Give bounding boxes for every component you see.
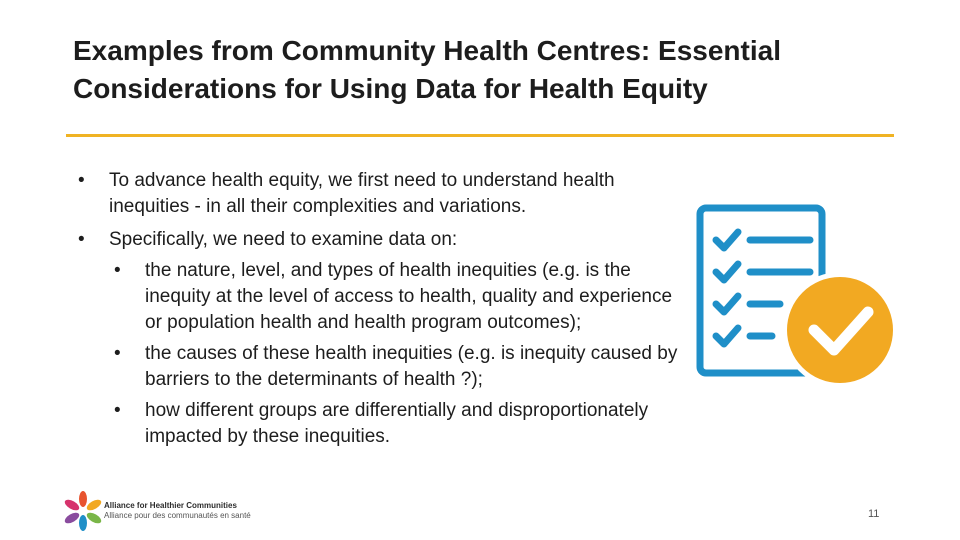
bullet-text: To advance health equity, we first need to understand health inequities - in all their complexities and variations. <box>109 170 615 217</box>
alliance-logo-icon <box>64 491 102 531</box>
checklist-illustration <box>692 200 907 395</box>
organization-logo <box>64 491 264 531</box>
bullet-marker: • <box>114 343 121 364</box>
bullet-marker: • <box>114 400 121 421</box>
slide-title: Examples from Community Health Centres: Essential Considerations for Using Data for Health Equity <box>73 35 781 104</box>
bullet-marker: • <box>78 170 85 191</box>
bullet-marker: • <box>114 260 121 281</box>
checklist-icon <box>692 200 907 395</box>
logo-text <box>104 501 251 521</box>
page-number: 11 <box>868 508 880 520</box>
sub-bullet-item <box>114 258 678 336</box>
sub-bullet-item <box>114 398 678 450</box>
title-divider <box>66 134 894 137</box>
logo-name-fr: Alliance pour des communautés en santé <box>104 511 251 520</box>
bullet-text: the nature, level, and types of health inequities (e.g. is the inequity at the level of access to health, quality and experience or population health and health program outcomes); <box>145 260 673 333</box>
sub-bullet-item <box>114 341 678 393</box>
bullet-text: the causes of these health inequities (e.g. is inequity caused by barriers to the determinants of health ?); <box>145 343 678 390</box>
bullet-item <box>78 227 678 253</box>
bullet-text: how different groups are differentially and disproportionately impacted by these inequities. <box>145 400 649 447</box>
bullet-text: Specifically, we need to examine data on: <box>109 229 458 250</box>
bullet-marker: • <box>78 229 85 250</box>
bullet-list <box>78 168 678 450</box>
checkmark-badge-icon <box>782 272 898 388</box>
logo-name-en: Alliance for Healthier Communities <box>104 501 237 510</box>
bullet-item <box>78 168 678 220</box>
